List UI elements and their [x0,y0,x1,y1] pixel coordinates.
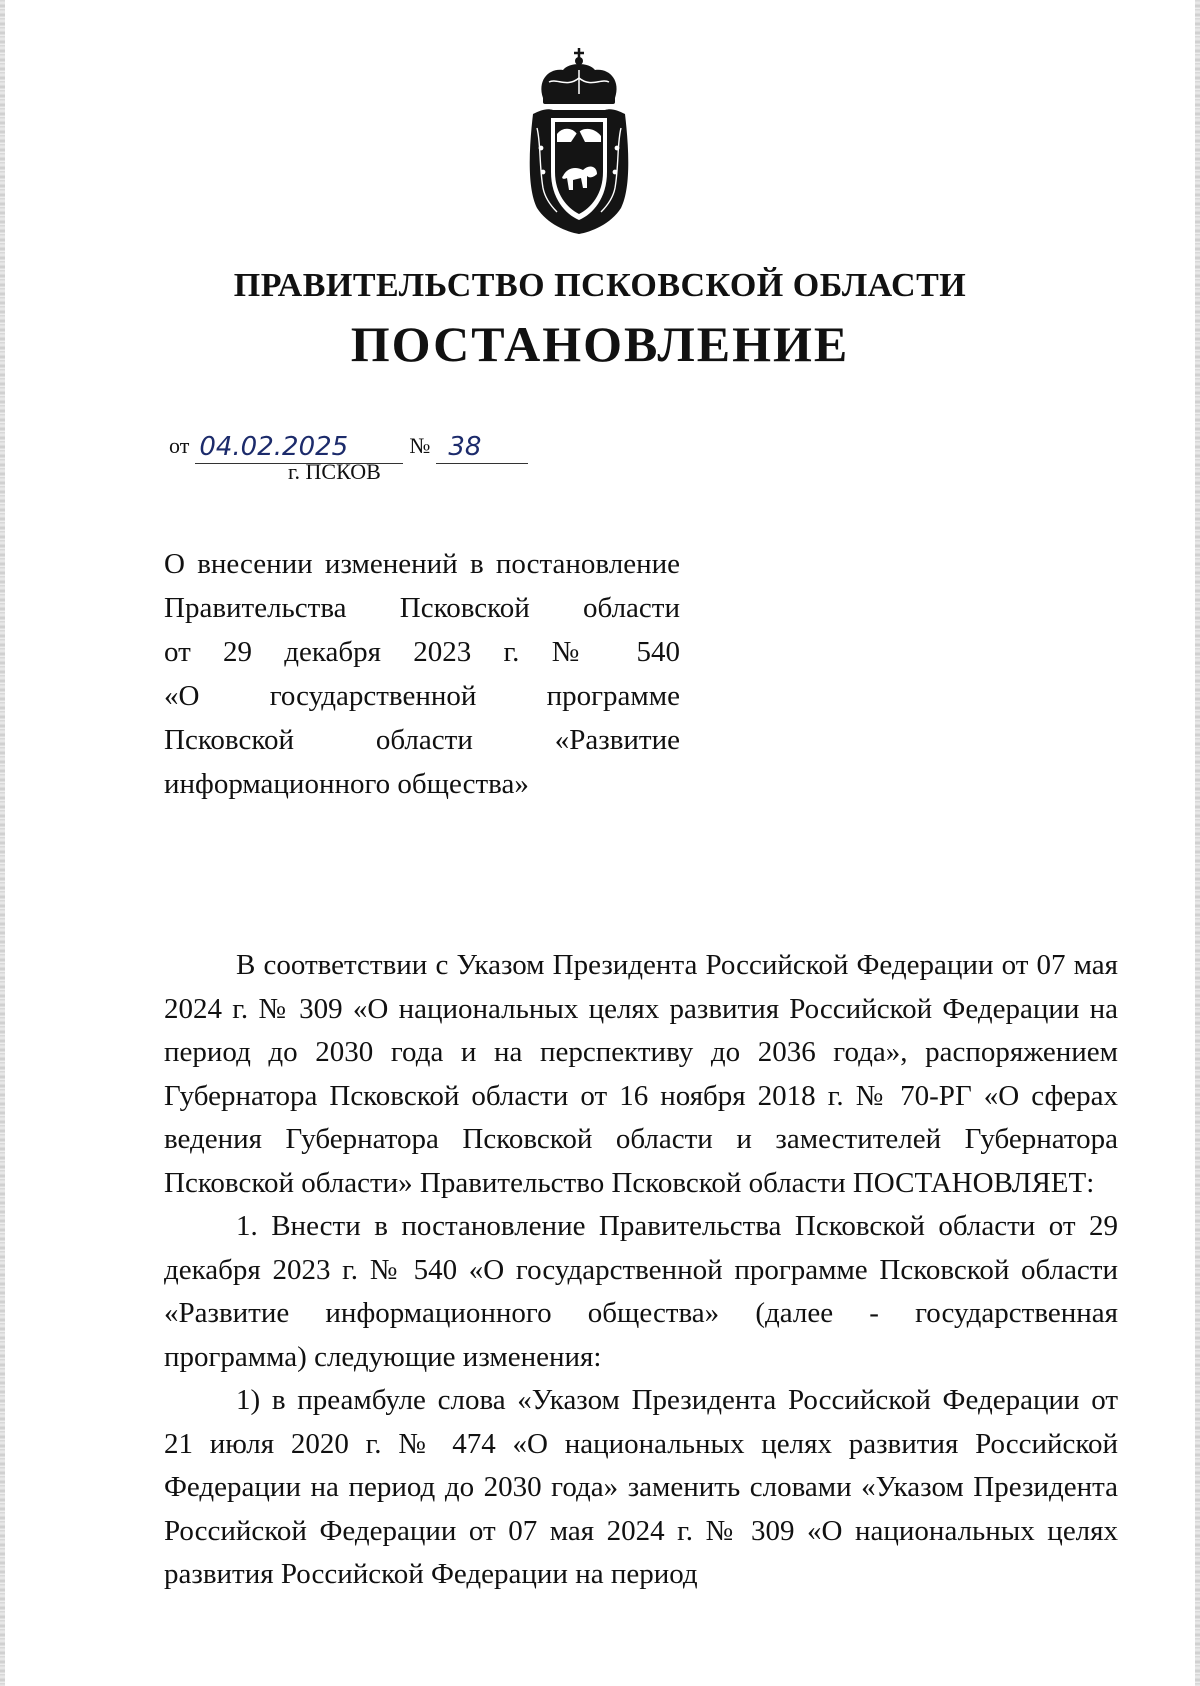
scan-edge-right [1195,0,1200,1686]
subject-line: Псковской области «Развитие [164,724,680,756]
organization-title: ПРАВИТЕЛЬСТВО ПСКОВСКОЙ ОБЛАСТИ [233,267,967,304]
subject-line: О внесении изменений в постановление [164,548,680,580]
subject-line: «О государственной программе [164,680,680,712]
subject-line: от 29 декабря 2023 г. № 540 [164,636,680,668]
scan-edge-left [0,0,5,1686]
document-city: г. ПСКОВ [288,459,381,484]
body-paragraph-preamble: В соответствии с Указом Президента Российской Федерации от 07 мая 2024 г. № 309 «О национальных целях развития Российской Федерации на период до 2030 года и на перспективу до 2036 года», распоряжением Губернатора Псковской области от 16 ноября 2018 г. № 70-РГ «О сферах ведения Губернатора Псковской области и заместителей Губернатора Псковской области» Правительство Псковской области ПОСТАНОВЛЯЕТ: [164,949,1118,1199]
document-type-title: ПОСТАНОВЛЕНИЕ [350,316,850,372]
document-date: 04.02.2025 [195,431,403,464]
subject-line: информационного общества» [164,768,529,800]
date-prefix: от [169,433,190,458]
subject-line: Правительства Псковской области [164,592,680,624]
body-paragraph-item-1: 1. Внести в постановление Правительства Псковской области от 29 декабря 2023 г. № 540 «О государственной программе Псковской области «Развитие информационного общества» (далее - государственная программа) следующие изменения: [164,1210,1118,1373]
body-paragraph-subitem-1: 1) в преамбуле слова «Указом Президента Российской Федерации от 21 июля 2020 г. № 474 «О национальных целях развития Российской Федерации на период до 2030 года» заменить словами «Указом Президента Российской Федерации от 07 мая 2024 г. № 309 «О национальных целях развития Российской Федерации на период [164,1384,1118,1590]
number-prefix: № [409,433,431,458]
document-body [164,944,1118,1597]
document-number: 38 [436,431,528,464]
pskov-coat-of-arms-icon [527,48,631,234]
document-subject [164,542,680,806]
